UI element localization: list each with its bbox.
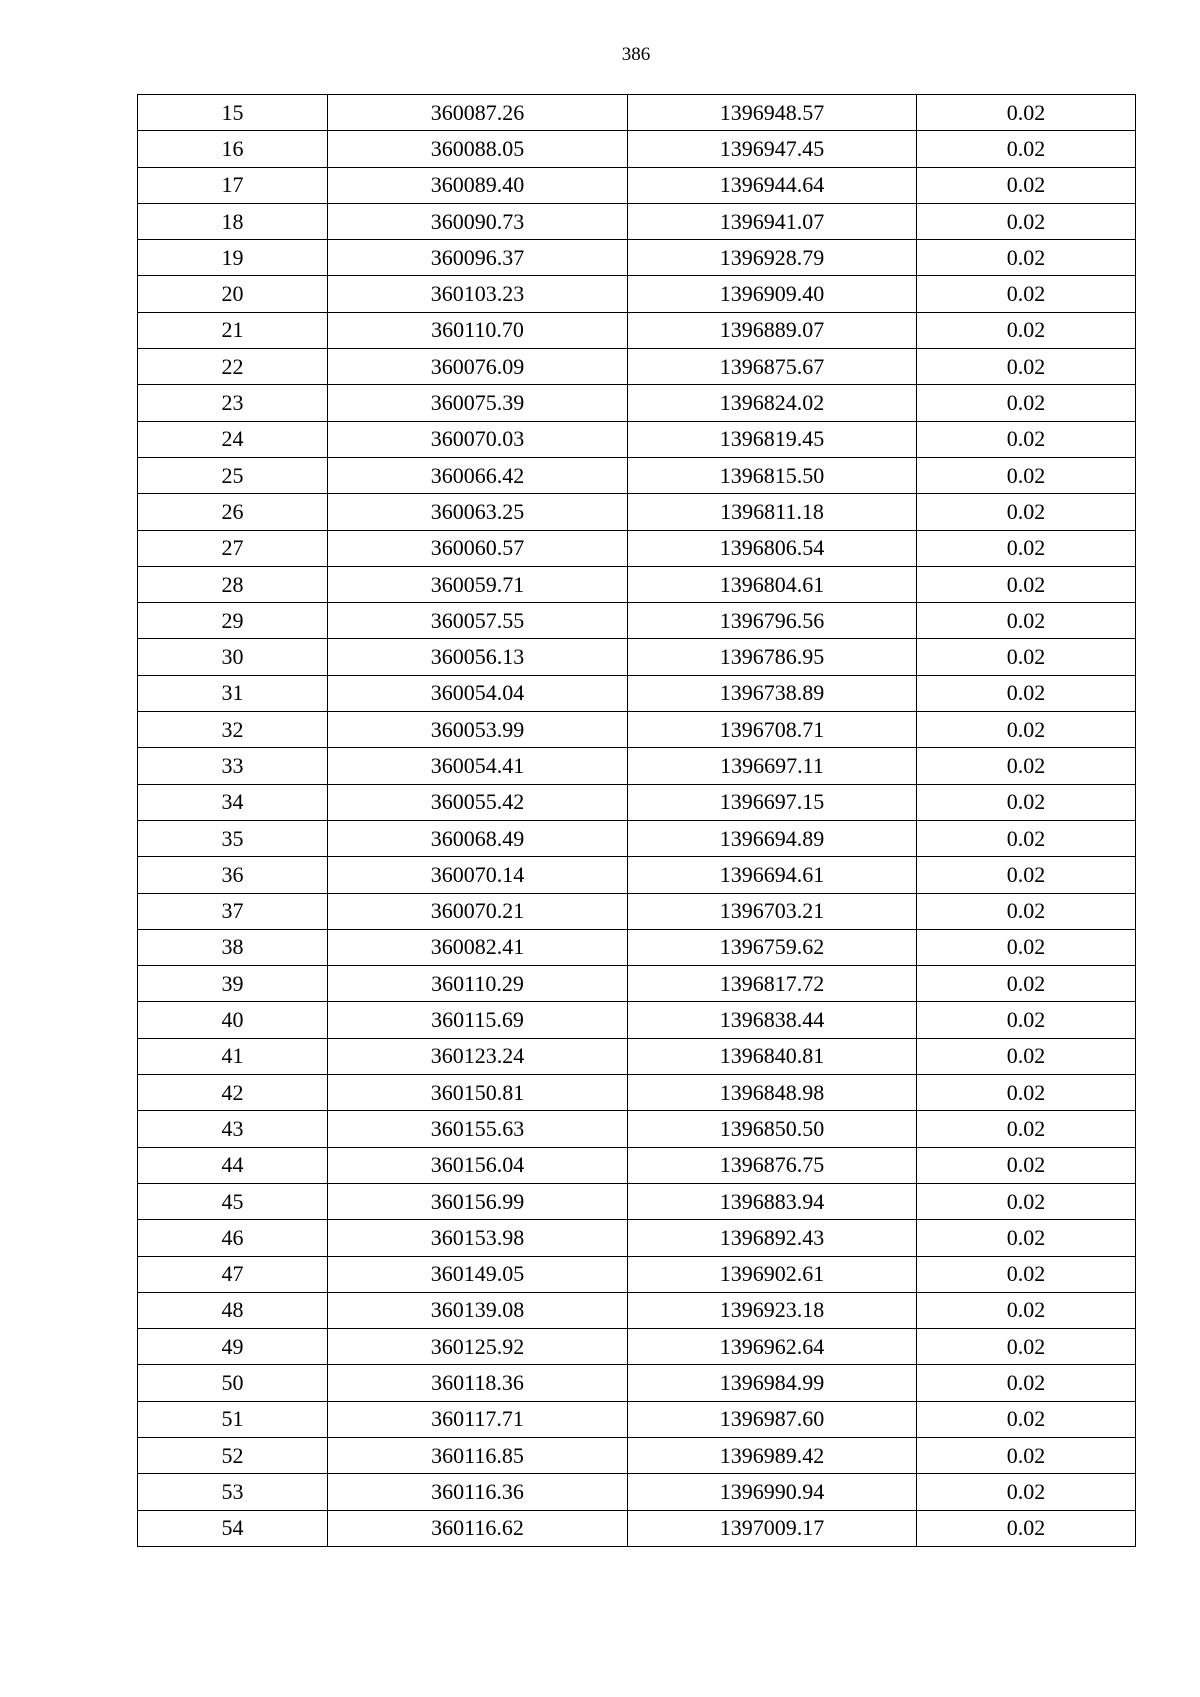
- x-coordinate-cell: 360089.40: [328, 167, 628, 203]
- y-coordinate-cell: 1396876.75: [628, 1147, 917, 1183]
- point-number-cell: 39: [138, 966, 328, 1002]
- point-number-cell: 52: [138, 1437, 328, 1473]
- error-value-cell: 0.02: [917, 820, 1136, 856]
- error-value-cell: 0.02: [917, 603, 1136, 639]
- point-number-cell: 25: [138, 457, 328, 493]
- x-coordinate-cell: 360053.99: [328, 712, 628, 748]
- y-coordinate-cell: 1396786.95: [628, 639, 917, 675]
- point-number-cell: 18: [138, 203, 328, 239]
- error-value-cell: 0.02: [917, 639, 1136, 675]
- x-coordinate-cell: 360068.49: [328, 820, 628, 856]
- y-coordinate-cell: 1396923.18: [628, 1292, 917, 1328]
- point-number-cell: 33: [138, 748, 328, 784]
- table-row: [138, 857, 1136, 893]
- point-number-cell: 24: [138, 421, 328, 457]
- x-coordinate-cell: 360054.04: [328, 675, 628, 711]
- table-row: [138, 203, 1136, 239]
- y-coordinate-cell: 1396697.15: [628, 784, 917, 820]
- error-value-cell: 0.02: [917, 421, 1136, 457]
- table-row: [138, 1256, 1136, 1292]
- y-coordinate-cell: 1396889.07: [628, 312, 917, 348]
- table-row: [138, 566, 1136, 602]
- table-row: [138, 530, 1136, 566]
- coordinate-table: [137, 94, 1136, 1547]
- table-row: [138, 1147, 1136, 1183]
- x-coordinate-cell: 360059.71: [328, 566, 628, 602]
- point-number-cell: 38: [138, 929, 328, 965]
- table-row: [138, 95, 1136, 131]
- point-number-cell: 29: [138, 603, 328, 639]
- x-coordinate-cell: 360063.25: [328, 494, 628, 530]
- y-coordinate-cell: 1396928.79: [628, 240, 917, 276]
- error-value-cell: 0.02: [917, 312, 1136, 348]
- table-row: [138, 675, 1136, 711]
- point-number-cell: 49: [138, 1329, 328, 1365]
- table-row: [138, 1510, 1136, 1546]
- y-coordinate-cell: 1396875.67: [628, 349, 917, 385]
- error-value-cell: 0.02: [917, 131, 1136, 167]
- y-coordinate-cell: 1396947.45: [628, 131, 917, 167]
- table-row: [138, 276, 1136, 312]
- table-row: [138, 1329, 1136, 1365]
- x-coordinate-cell: 360125.92: [328, 1329, 628, 1365]
- y-coordinate-cell: 1396694.61: [628, 857, 917, 893]
- error-value-cell: 0.02: [917, 1256, 1136, 1292]
- x-coordinate-cell: 360123.24: [328, 1038, 628, 1074]
- error-value-cell: 0.02: [917, 929, 1136, 965]
- point-number-cell: 26: [138, 494, 328, 530]
- y-coordinate-cell: 1396892.43: [628, 1220, 917, 1256]
- error-value-cell: 0.02: [917, 748, 1136, 784]
- table-row: [138, 1474, 1136, 1510]
- error-value-cell: 0.02: [917, 457, 1136, 493]
- x-coordinate-cell: 360096.37: [328, 240, 628, 276]
- y-coordinate-cell: 1396944.64: [628, 167, 917, 203]
- point-number-cell: 16: [138, 131, 328, 167]
- x-coordinate-cell: 360087.26: [328, 95, 628, 131]
- y-coordinate-cell: 1396987.60: [628, 1401, 917, 1437]
- error-value-cell: 0.02: [917, 1147, 1136, 1183]
- x-coordinate-cell: 360116.62: [328, 1510, 628, 1546]
- error-value-cell: 0.02: [917, 1474, 1136, 1510]
- table-row: [138, 1220, 1136, 1256]
- table-row: [138, 494, 1136, 530]
- table-row: [138, 966, 1136, 1002]
- x-coordinate-cell: 360070.21: [328, 893, 628, 929]
- error-value-cell: 0.02: [917, 167, 1136, 203]
- table-row: [138, 385, 1136, 421]
- y-coordinate-cell: 1396989.42: [628, 1437, 917, 1473]
- y-coordinate-cell: 1396817.72: [628, 966, 917, 1002]
- table-row: [138, 312, 1136, 348]
- coordinate-table-body: [138, 95, 1136, 1547]
- point-number-cell: 46: [138, 1220, 328, 1256]
- y-coordinate-cell: 1396990.94: [628, 1474, 917, 1510]
- error-value-cell: 0.02: [917, 1220, 1136, 1256]
- point-number-cell: 20: [138, 276, 328, 312]
- y-coordinate-cell: 1396948.57: [628, 95, 917, 131]
- x-coordinate-cell: 360103.23: [328, 276, 628, 312]
- table-row: [138, 240, 1136, 276]
- error-value-cell: 0.02: [917, 95, 1136, 131]
- error-value-cell: 0.02: [917, 349, 1136, 385]
- y-coordinate-cell: 1396941.07: [628, 203, 917, 239]
- point-number-cell: 27: [138, 530, 328, 566]
- table-row: [138, 1292, 1136, 1328]
- x-coordinate-cell: 360056.13: [328, 639, 628, 675]
- point-number-cell: 48: [138, 1292, 328, 1328]
- point-number-cell: 50: [138, 1365, 328, 1401]
- error-value-cell: 0.02: [917, 1002, 1136, 1038]
- table-row: [138, 639, 1136, 675]
- y-coordinate-cell: 1396962.64: [628, 1329, 917, 1365]
- table-row: [138, 1183, 1136, 1219]
- x-coordinate-cell: 360054.41: [328, 748, 628, 784]
- point-number-cell: 32: [138, 712, 328, 748]
- error-value-cell: 0.02: [917, 712, 1136, 748]
- y-coordinate-cell: 1396694.89: [628, 820, 917, 856]
- y-coordinate-cell: 1396850.50: [628, 1111, 917, 1147]
- x-coordinate-cell: 360090.73: [328, 203, 628, 239]
- error-value-cell: 0.02: [917, 857, 1136, 893]
- x-coordinate-cell: 360110.70: [328, 312, 628, 348]
- point-number-cell: 30: [138, 639, 328, 675]
- point-number-cell: 35: [138, 820, 328, 856]
- table-row: [138, 1437, 1136, 1473]
- y-coordinate-cell: 1396811.18: [628, 494, 917, 530]
- point-number-cell: 53: [138, 1474, 328, 1510]
- point-number-cell: 28: [138, 566, 328, 602]
- error-value-cell: 0.02: [917, 240, 1136, 276]
- point-number-cell: 23: [138, 385, 328, 421]
- x-coordinate-cell: 360070.03: [328, 421, 628, 457]
- table-row: [138, 131, 1136, 167]
- x-coordinate-cell: 360116.36: [328, 1474, 628, 1510]
- table-row: [138, 421, 1136, 457]
- error-value-cell: 0.02: [917, 784, 1136, 820]
- point-number-cell: 15: [138, 95, 328, 131]
- table-row: [138, 1038, 1136, 1074]
- error-value-cell: 0.02: [917, 385, 1136, 421]
- error-value-cell: 0.02: [917, 1401, 1136, 1437]
- point-number-cell: 44: [138, 1147, 328, 1183]
- point-number-cell: 43: [138, 1111, 328, 1147]
- x-coordinate-cell: 360115.69: [328, 1002, 628, 1038]
- table-row: [138, 748, 1136, 784]
- point-number-cell: 41: [138, 1038, 328, 1074]
- x-coordinate-cell: 360155.63: [328, 1111, 628, 1147]
- x-coordinate-cell: 360118.36: [328, 1365, 628, 1401]
- x-coordinate-cell: 360066.42: [328, 457, 628, 493]
- point-number-cell: 51: [138, 1401, 328, 1437]
- y-coordinate-cell: 1396708.71: [628, 712, 917, 748]
- x-coordinate-cell: 360116.85: [328, 1437, 628, 1473]
- y-coordinate-cell: 1396804.61: [628, 566, 917, 602]
- x-coordinate-cell: 360088.05: [328, 131, 628, 167]
- x-coordinate-cell: 360075.39: [328, 385, 628, 421]
- error-value-cell: 0.02: [917, 1038, 1136, 1074]
- error-value-cell: 0.02: [917, 1183, 1136, 1219]
- y-coordinate-cell: 1396840.81: [628, 1038, 917, 1074]
- table-row: [138, 1075, 1136, 1111]
- table-row: [138, 1002, 1136, 1038]
- error-value-cell: 0.02: [917, 1111, 1136, 1147]
- table-row: [138, 167, 1136, 203]
- table-row: [138, 603, 1136, 639]
- x-coordinate-cell: 360057.55: [328, 603, 628, 639]
- error-value-cell: 0.02: [917, 530, 1136, 566]
- error-value-cell: 0.02: [917, 966, 1136, 1002]
- y-coordinate-cell: 1396759.62: [628, 929, 917, 965]
- x-coordinate-cell: 360110.29: [328, 966, 628, 1002]
- y-coordinate-cell: 1396848.98: [628, 1075, 917, 1111]
- table-row: [138, 1365, 1136, 1401]
- y-coordinate-cell: 1397009.17: [628, 1510, 917, 1546]
- y-coordinate-cell: 1396697.11: [628, 748, 917, 784]
- x-coordinate-cell: 360139.08: [328, 1292, 628, 1328]
- table-row: [138, 784, 1136, 820]
- point-number-cell: 36: [138, 857, 328, 893]
- y-coordinate-cell: 1396902.61: [628, 1256, 917, 1292]
- point-number-cell: 21: [138, 312, 328, 348]
- table-row: [138, 1111, 1136, 1147]
- point-number-cell: 47: [138, 1256, 328, 1292]
- table-row: [138, 820, 1136, 856]
- x-coordinate-cell: 360082.41: [328, 929, 628, 965]
- x-coordinate-cell: 360060.57: [328, 530, 628, 566]
- point-number-cell: 42: [138, 1075, 328, 1111]
- error-value-cell: 0.02: [917, 1075, 1136, 1111]
- error-value-cell: 0.02: [917, 203, 1136, 239]
- table-row: [138, 1401, 1136, 1437]
- y-coordinate-cell: 1396806.54: [628, 530, 917, 566]
- x-coordinate-cell: 360153.98: [328, 1220, 628, 1256]
- x-coordinate-cell: 360150.81: [328, 1075, 628, 1111]
- error-value-cell: 0.02: [917, 1510, 1136, 1546]
- y-coordinate-cell: 1396883.94: [628, 1183, 917, 1219]
- y-coordinate-cell: 1396838.44: [628, 1002, 917, 1038]
- point-number-cell: 31: [138, 675, 328, 711]
- page-number: 386: [621, 44, 651, 65]
- error-value-cell: 0.02: [917, 893, 1136, 929]
- table-row: [138, 349, 1136, 385]
- x-coordinate-cell: 360070.14: [328, 857, 628, 893]
- y-coordinate-cell: 1396738.89: [628, 675, 917, 711]
- y-coordinate-cell: 1396819.45: [628, 421, 917, 457]
- table-row: [138, 893, 1136, 929]
- table-row: [138, 457, 1136, 493]
- table-row: [138, 712, 1136, 748]
- y-coordinate-cell: 1396796.56: [628, 603, 917, 639]
- error-value-cell: 0.02: [917, 1292, 1136, 1328]
- y-coordinate-cell: 1396824.02: [628, 385, 917, 421]
- error-value-cell: 0.02: [917, 1437, 1136, 1473]
- x-coordinate-cell: 360117.71: [328, 1401, 628, 1437]
- point-number-cell: 22: [138, 349, 328, 385]
- point-number-cell: 17: [138, 167, 328, 203]
- error-value-cell: 0.02: [917, 1329, 1136, 1365]
- x-coordinate-cell: 360149.05: [328, 1256, 628, 1292]
- error-value-cell: 0.02: [917, 566, 1136, 602]
- error-value-cell: 0.02: [917, 1365, 1136, 1401]
- x-coordinate-cell: 360055.42: [328, 784, 628, 820]
- x-coordinate-cell: 360156.04: [328, 1147, 628, 1183]
- error-value-cell: 0.02: [917, 276, 1136, 312]
- x-coordinate-cell: 360076.09: [328, 349, 628, 385]
- x-coordinate-cell: 360156.99: [328, 1183, 628, 1219]
- point-number-cell: 40: [138, 1002, 328, 1038]
- y-coordinate-cell: 1396909.40: [628, 276, 917, 312]
- point-number-cell: 54: [138, 1510, 328, 1546]
- error-value-cell: 0.02: [917, 494, 1136, 530]
- point-number-cell: 34: [138, 784, 328, 820]
- error-value-cell: 0.02: [917, 675, 1136, 711]
- y-coordinate-cell: 1396815.50: [628, 457, 917, 493]
- table-row: [138, 929, 1136, 965]
- point-number-cell: 45: [138, 1183, 328, 1219]
- point-number-cell: 19: [138, 240, 328, 276]
- point-number-cell: 37: [138, 893, 328, 929]
- y-coordinate-cell: 1396984.99: [628, 1365, 917, 1401]
- y-coordinate-cell: 1396703.21: [628, 893, 917, 929]
